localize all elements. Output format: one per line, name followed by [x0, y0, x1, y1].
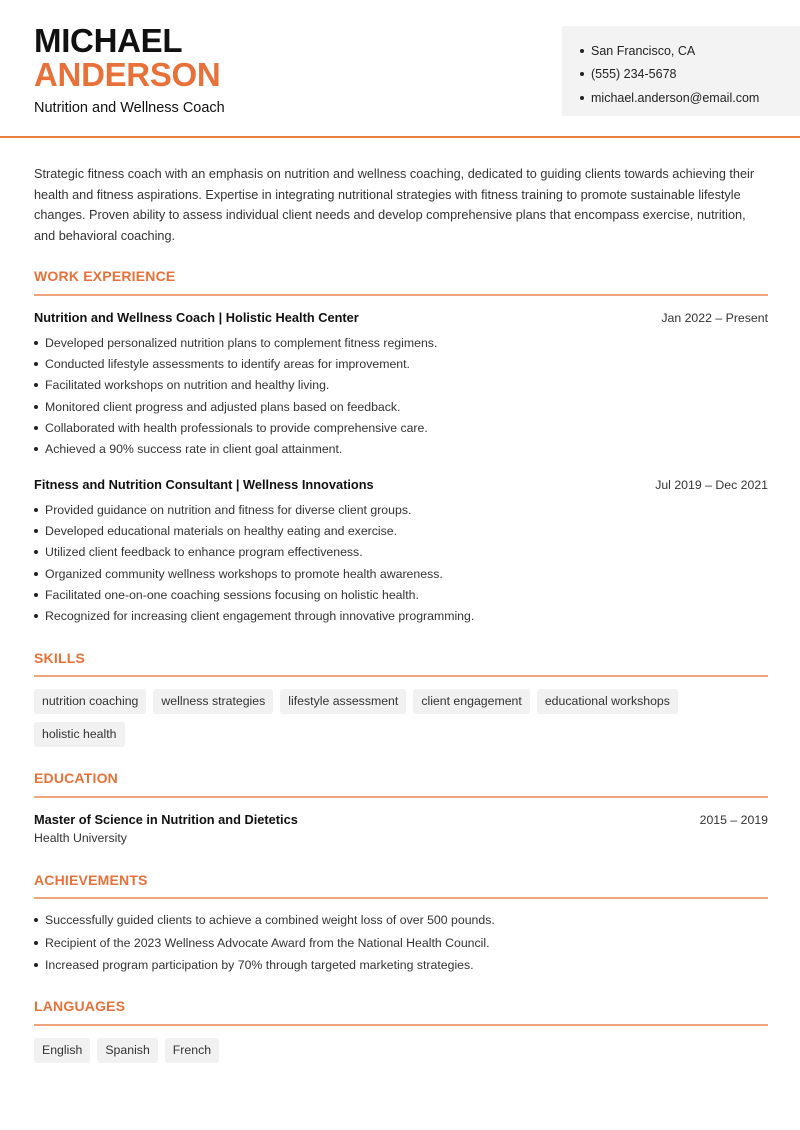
section-divider — [34, 1024, 768, 1026]
skills-list — [34, 689, 768, 747]
phone-text: (555) 234-5678 — [591, 67, 677, 82]
languages-list — [34, 1038, 768, 1063]
list-item — [34, 542, 768, 563]
language-chip: Spanish — [97, 1038, 157, 1063]
job-header — [34, 310, 768, 325]
contact-phone — [580, 63, 800, 87]
language-chip: English — [34, 1038, 90, 1063]
list-item-text: Facilitated one-on-one coaching sessions focusing on holistic health. — [45, 587, 419, 602]
contact-location — [580, 39, 800, 63]
bullet-icon — [34, 383, 38, 387]
list-item-text: Recipient of the 2023 Wellness Advocate Award from the National Health Council. — [45, 935, 490, 950]
bullet-icon — [34, 572, 38, 576]
job-role: Nutrition and Wellness Coach | Holistic Health Center — [34, 310, 359, 325]
bullet-icon — [34, 941, 38, 945]
list-item-text: Facilitated workshops on nutrition and healthy living. — [45, 378, 330, 393]
list-item-text: Monitored client progress and adjusted plans based on feedback. — [45, 399, 401, 414]
bullet-icon — [34, 529, 38, 533]
contact-box — [562, 26, 800, 116]
list-item — [34, 563, 768, 584]
list-item — [34, 417, 768, 438]
list-item — [34, 932, 768, 955]
achievements-list — [34, 909, 768, 977]
list-item-text: Recognized for increasing client engagement through innovative programming. — [45, 609, 475, 624]
resume-header — [0, 0, 800, 138]
contact-email — [580, 86, 800, 110]
list-item — [34, 438, 768, 459]
bullet-icon — [34, 593, 38, 597]
skill-chip: lifestyle assessment — [280, 689, 406, 714]
section-title-education: EDUCATION — [34, 770, 118, 786]
bullet-icon — [34, 405, 38, 409]
location-text: San Francisco, CA — [591, 43, 696, 58]
job-bullets — [34, 332, 768, 460]
section-divider — [34, 796, 768, 798]
list-item — [34, 584, 768, 605]
bullet-icon — [580, 49, 584, 53]
list-item-text: Provided guidance on nutrition and fitness for diverse client groups. — [45, 502, 412, 517]
education-date: 2015 – 2019 — [699, 813, 768, 827]
list-item-text: Increased program participation by 70% through targeted marketing strategies. — [45, 958, 474, 973]
section-divider — [34, 294, 768, 296]
summary-paragraph: Strategic fitness coach with an emphasis on nutrition and wellness coaching, dedicated to guiding clients towards achieving their health and fitness aspirations. Expertise in integrating nutritional strategies with fitness training to promote sustainable lifestyle changes. Proven ability to assess individual client needs and develop comprehensive plans that encompass exercise, nutrition, and behavioral coaching. — [34, 167, 755, 243]
list-item-text: Successfully guided clients to achieve a combined weight loss of over 500 pounds. — [45, 913, 495, 928]
skill-chip: client engagement — [413, 689, 530, 714]
skill-chip: educational workshops — [537, 689, 678, 714]
job-title: Nutrition and Wellness Coach — [34, 100, 225, 116]
school-name: Health University — [34, 831, 127, 845]
list-item-text: Organized community wellness workshops to promote health awareness. — [45, 566, 443, 581]
last-name: ANDERSON — [34, 56, 221, 93]
list-item — [34, 353, 768, 374]
list-item-text: Developed personalized nutrition plans to complement fitness regimens. — [45, 335, 438, 350]
job-date: Jul 2019 – Dec 2021 — [655, 478, 768, 492]
degree-title: Master of Science in Nutrition and Dietetics — [34, 812, 298, 827]
list-item-text: Achieved a 90% success rate in client goal attainment. — [45, 442, 343, 457]
education-header — [34, 812, 768, 827]
section-title-languages: LANGUAGES — [34, 998, 126, 1014]
list-item — [34, 499, 768, 520]
bullet-icon — [34, 918, 38, 922]
list-item — [34, 332, 768, 353]
list-item-text: Developed educational materials on healthy eating and exercise. — [45, 523, 398, 538]
job-role: Fitness and Nutrition Consultant | Wellness Innovations — [34, 477, 374, 492]
language-chip: French — [165, 1038, 219, 1063]
list-item — [34, 954, 768, 977]
list-item — [34, 520, 768, 541]
section-title-skills: SKILLS — [34, 650, 85, 666]
first-name: MICHAEL — [34, 22, 183, 59]
email-text: michael.anderson@email.com — [591, 90, 760, 105]
list-item-text: Conducted lifestyle assessments to identify areas for improvement. — [45, 356, 410, 371]
section-divider — [34, 897, 768, 899]
skill-chip: holistic health — [34, 722, 125, 747]
skill-chip: wellness strategies — [153, 689, 273, 714]
section-divider — [34, 675, 768, 677]
bullet-icon — [34, 963, 38, 967]
list-item-text: Utilized client feedback to enhance program effectiveness. — [45, 545, 363, 560]
bullet-icon — [34, 426, 38, 430]
list-item — [34, 396, 768, 417]
list-item — [34, 909, 768, 932]
bullet-icon — [34, 614, 38, 618]
bullet-icon — [34, 341, 38, 345]
job-date: Jan 2022 – Present — [661, 311, 768, 325]
section-title-work: WORK EXPERIENCE — [34, 268, 176, 284]
skill-chip: nutrition coaching — [34, 689, 146, 714]
list-item — [34, 605, 768, 626]
job-bullets — [34, 499, 768, 627]
bullet-icon — [580, 72, 584, 76]
job-header — [34, 477, 768, 492]
bullet-icon — [34, 362, 38, 366]
bullet-icon — [580, 96, 584, 100]
list-item — [34, 375, 768, 396]
bullet-icon — [34, 447, 38, 451]
bullet-icon — [34, 550, 38, 554]
list-item-text: Collaborated with health professionals to provide comprehensive care. — [45, 420, 428, 435]
bullet-icon — [34, 508, 38, 512]
section-title-achievements: ACHIEVEMENTS — [34, 872, 148, 888]
